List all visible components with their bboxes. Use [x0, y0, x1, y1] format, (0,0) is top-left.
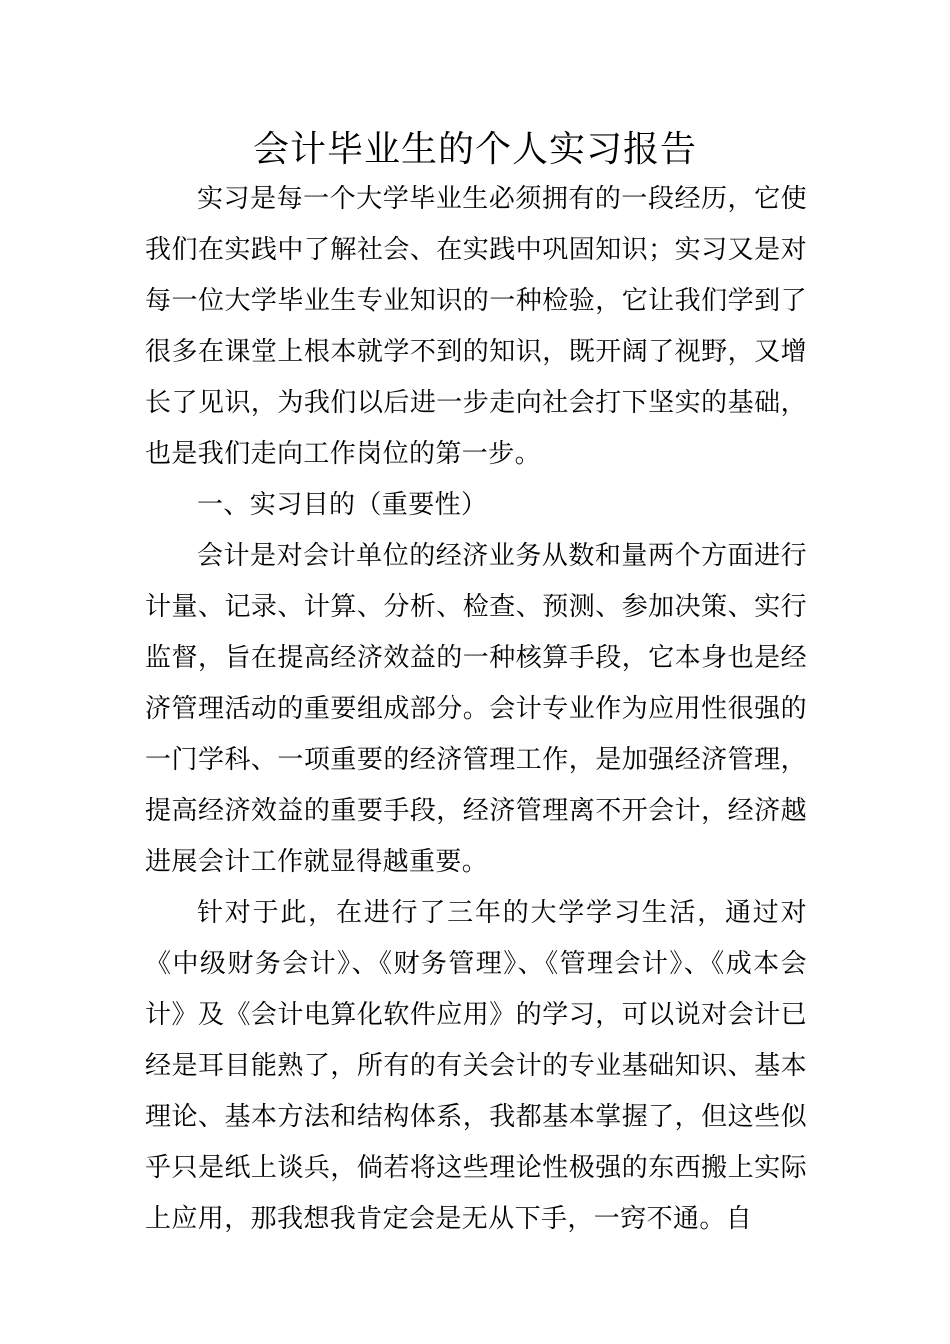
document-body	[145, 174, 807, 1245]
section-heading-purpose: 一、实习目的（重要性）	[197, 490, 488, 520]
document-title: 会计毕业生的个人实习报告	[252, 129, 697, 170]
paragraph-intro: 实习是每一个大学毕业生必须拥有的一段经历，它使我们在实践中了解社会、在实践中巩固知识；实习又是对每一位大学毕业生专业知识的一种检验，它让我们学到了很多在课堂上根本就学不到的知识，既开阔了视野，又增长了见识，为我们以后进一步走向社会打下坚实的基础，也是我们走向工作岗位的第一步。	[145, 184, 807, 469]
paragraph-accounting-definition: 会计是对会计单位的经济业务从数和量两个方面进行计量、记录、计算、分析、检查、预测、参加决策、实行监督，旨在提高经济效益的一种核算手段，它本身也是经济管理活动的重要组成部分。会计专业作为应用性很强的一门学科、一项重要的经济管理工作，是加强经济管理，提高经济效益的重要手段，经济管理离不开会计，经济越进展会计工作就显得越重要。	[145, 541, 807, 877]
paragraph-study-background: 针对于此，在进行了三年的大学学习生活，通过对《中级财务会计》、《财务管理》、《管理会计》、《成本会计》及《会计电算化软件应用》的学习，可以说对会计已经是耳目能熟了，所有的有关会计的专业基础知识、基本理论、基本方法和结构体系，我都基本掌握了，但这些似乎只是纸上谈兵，倘若将这些理论性极强的东西搬上实际上应用，那我想我肯定会是无从下手，一窍不通。自	[145, 898, 807, 1234]
